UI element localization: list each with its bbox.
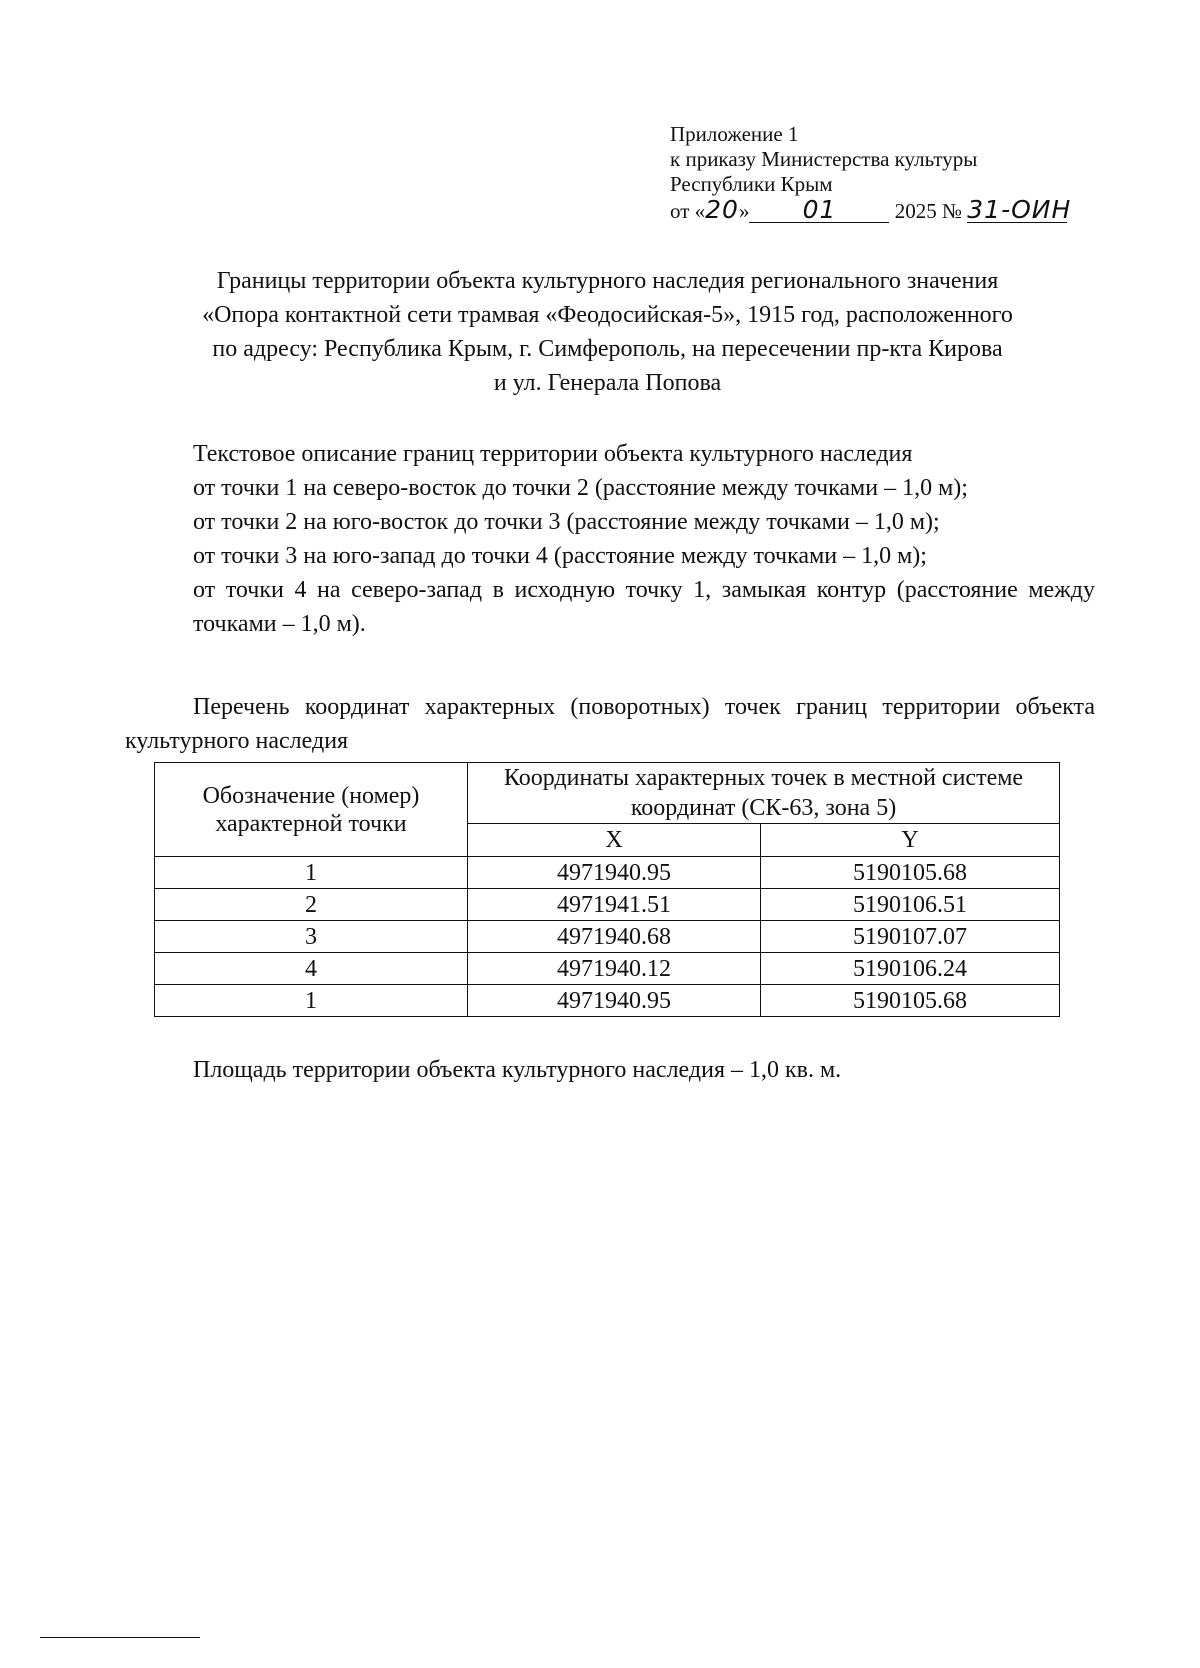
title-line-4: и ул. Генерала Попова [493,370,722,396]
table-row [155,953,1060,985]
appendix-line-3: Республики Крым [670,172,833,196]
cell-point: 1 [155,857,468,889]
table-row [155,889,1060,921]
year-text: 2025 № [894,199,963,223]
table-row [155,921,1060,953]
title-line-2: «Опора контактной сети трамвая «Феодосийская-5», 1915 год, расположенного [202,302,1013,328]
col-coords-header: Координаты характерных точек в местной системе координат (СК-63, зона 5) [468,763,1060,824]
col-y-header: Y [761,824,1060,857]
boundary-description [125,437,1095,641]
date-prefix: от « [670,199,706,223]
cell-y: 5190105.68 [761,985,1060,1017]
cell-x: 4971940.95 [468,985,761,1017]
cell-x: 4971940.95 [468,857,761,889]
cell-x: 4971940.68 [468,921,761,953]
title-line-3: по адресу: Республика Крым, г. Симферополь, на пересечении пр-кта Кирова [212,336,1003,362]
cell-y: 5190106.51 [761,889,1060,921]
description-item: от точки 2 на юго-восток до точки 3 (расстояние между точками – 1,0 м); [193,509,940,535]
coordinates-body [155,857,1060,1017]
cell-x: 4971940.12 [468,953,761,985]
col-x-header: X [468,824,761,857]
number-field [967,195,1072,224]
month-field [749,195,889,224]
handwritten-month: 01 [802,195,837,224]
coordinates-table [154,762,1060,1017]
cell-x: 4971941.51 [468,889,761,921]
cell-point: 3 [155,921,468,953]
cell-y: 5190105.68 [761,857,1060,889]
description-item: от точки 3 на юго-запад до точки 4 (расстояние между точками – 1,0 м); [193,543,927,569]
order-date-line [670,197,1130,224]
description-item: от точки 1 на северо-восток до точки 2 (расстояние между точками – 1,0 м); [193,475,968,501]
cell-point: 4 [155,953,468,985]
cell-point: 2 [155,889,468,921]
area-statement: Площадь территории объекта культурного наследия – 1,0 кв. м. [193,1057,842,1083]
coords-heading: Перечень координат характерных (поворотных) точек границ территории объекта культурного наследия [125,694,1095,754]
appendix-block [670,122,1130,224]
appendix-line-1: Приложение 1 [670,122,799,146]
handwritten-day: 20 [705,195,739,224]
table-row [155,857,1060,889]
appendix-line-2: к приказу Министерства культуры [670,147,978,171]
cell-y: 5190106.24 [761,953,1060,985]
document-title [125,264,1090,400]
footer-rule [40,1637,200,1638]
date-day-close: » [738,199,750,223]
description-heading: Текстовое описание границ территории объекта культурного наследия [193,441,913,467]
handwritten-number: 31-ОИН [967,195,1072,224]
cell-point: 1 [155,985,468,1017]
col-point-header: Обозначение (номер) характерной точки [155,763,468,857]
description-item: от точки 4 на северо-запад в исходную точку 1, замыкая контур (расстояние между точками – 1,0 м). [193,577,1095,637]
title-line-1: Границы территории объекта культурного наследия регионального значения [216,268,999,294]
table-row [155,985,1060,1017]
cell-y: 5190107.07 [761,921,1060,953]
